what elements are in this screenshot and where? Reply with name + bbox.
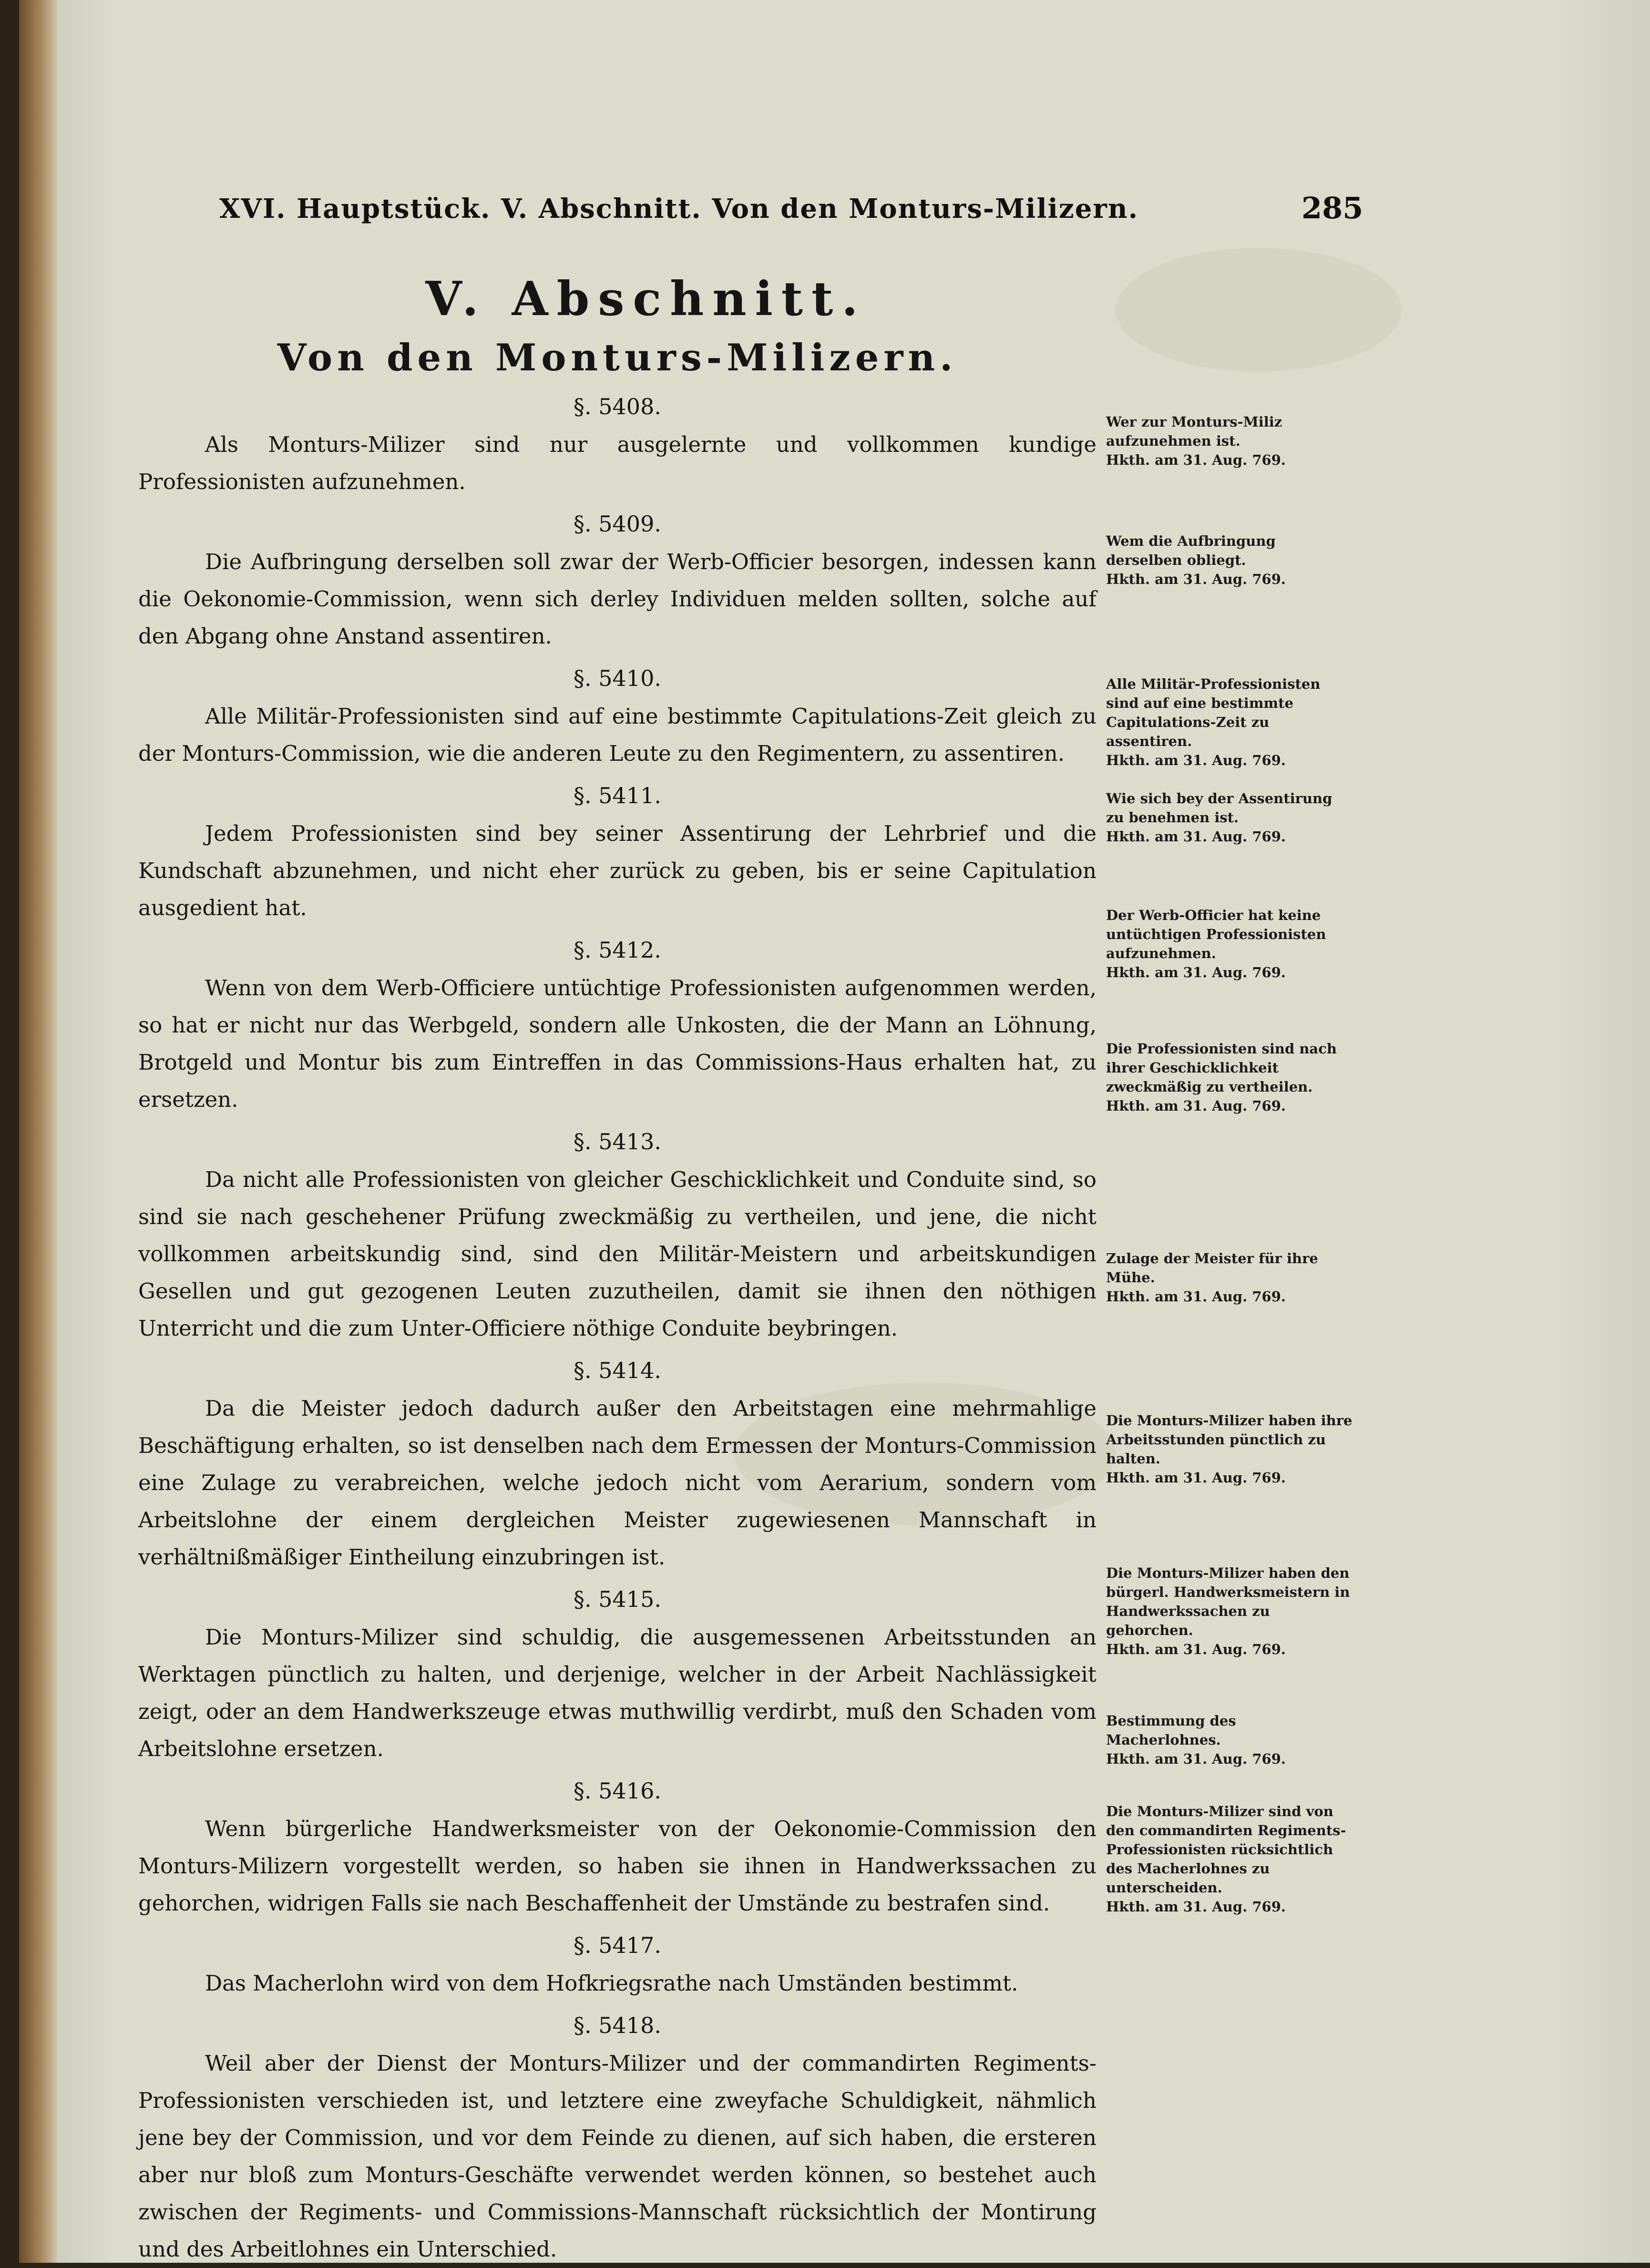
paragraph-text: Das Macherlohn wird von dem Hofkriegsrathe nach Umständen bestimmt. xyxy=(205,1971,1018,1996)
margin-note xyxy=(1106,531,1354,589)
paper-stain xyxy=(1116,248,1402,372)
running-header: XVI. Hauptstück. V. Abschnitt. Von den Monturs-Milizern. xyxy=(219,193,1139,225)
margin-note-source: Hkth. am 31. Aug. 769. xyxy=(1106,1288,1286,1305)
margin-note-source: Hkth. am 31. Aug. 769. xyxy=(1106,828,1286,845)
margin-note-text: Die Monturs-Milizer haben den bürgerl. Handwerksmeistern in Handwerkssachen zu gehorchen. xyxy=(1106,1565,1350,1638)
margin-note-text: Bestimmung des Macherlohnes. xyxy=(1106,1713,1236,1748)
margin-note-text: Alle Militär-Professionisten sind auf eine bestimmte Capitulations-Zeit zu assentiren. xyxy=(1106,676,1321,749)
paragraph-text: Alle Militär-Professionisten sind auf eine bestimmte Capitulations-Zeit gleich zu der Monturs-Commission, wie die anderen Leute zu den Regimentern, zu assentiren. xyxy=(138,704,1097,766)
paragraph-text: Wenn bürgerliche Handwerksmeister von der Oekonomie-Commission den Monturs-Milizern vorgestellt werden, so haben sie ihnen in Handwerkssachen zu gehorchen, widrigen Falls sie nach Beschaffenheit der Umstände zu bestrafen sind. xyxy=(138,1816,1097,1916)
paragraph-block xyxy=(138,511,1097,655)
paragraph-block xyxy=(138,783,1097,927)
margin-note xyxy=(1106,1711,1354,1768)
margin-note-text: Zulage der Meister für ihre Mühe. xyxy=(1106,1250,1318,1286)
margin-note-text: Die Monturs-Milizer sind von den commandirten Regiments-Professionisten rücksichtlich des Macherlohnes zu unterscheiden. xyxy=(1106,1803,1346,1896)
page-number: 285 xyxy=(1302,191,1363,225)
paragraph-block xyxy=(138,2013,1097,2268)
paragraph-text: Wenn von dem Werb-Officiere untüchtige Professionisten aufgenommen werden, so hat er nicht nur das Werbgeld, sondern alle Unkosten, die der Mann an Löhnung, Brotgeld und Montur bis zum Eintreffen in das Commissions-Haus erhalten hat, zu ersetzen. xyxy=(138,975,1097,1112)
paragraph-number: §. 5411. xyxy=(574,783,661,808)
margin-note-text: Die Monturs-Milizer haben ihre Arbeitsstunden pünctlich zu halten. xyxy=(1106,1412,1353,1467)
margin-note-text: Der Werb-Officier hat keine untüchtigen Professionisten aufzunehmen. xyxy=(1106,907,1326,961)
book-page xyxy=(19,0,1650,2263)
paragraph-number: §. 5417. xyxy=(574,1932,661,1958)
margin-note xyxy=(1106,1802,1354,1916)
paragraph-block xyxy=(138,1586,1097,1767)
margin-note xyxy=(1106,1249,1354,1306)
margin-note xyxy=(1106,906,1354,982)
paragraph-number: §. 5409. xyxy=(574,511,661,537)
paragraph-text: Als Monturs-Milizer sind nur ausgelernte und vollkommen kundige Professionisten aufzunehmen. xyxy=(138,432,1097,494)
paragraph-text: Die Monturs-Milizer sind schuldig, die ausgemessenen Arbeitsstunden an Werktagen pünctlich zu halten, und derjenige, welcher in der Arbeit Nachlässigkeit zeigt, oder an dem Handwerkszeuge etwas muthwillig verdirbt, muß den Schaden vom Arbeitslohne ersetzen. xyxy=(138,1624,1097,1761)
margin-note xyxy=(1106,1039,1354,1115)
paragraph-block xyxy=(138,1358,1097,1576)
margin-note-source: Hkth. am 31. Aug. 769. xyxy=(1106,964,1286,981)
paragraph-block xyxy=(138,1778,1097,1922)
paragraph-text: Die Aufbringung derselben soll zwar der Werb-Officier besorgen, indessen kann die Oekonomie-Commission, wenn sich derley Individuen melden sollten, solche auf den Abgang ohne Anstand assentiren. xyxy=(138,549,1097,649)
margin-note xyxy=(1106,789,1354,846)
margin-note-text: Wie sich bey der Assentirung zu benehmen ist. xyxy=(1106,790,1332,826)
paragraph-block xyxy=(138,1932,1097,2002)
margin-note-source: Hkth. am 31. Aug. 769. xyxy=(1106,1098,1286,1114)
margin-note xyxy=(1106,1563,1354,1659)
margin-note-text: Wem die Aufbringung derselben obliegt. xyxy=(1106,533,1276,568)
margin-note-source: Hkth. am 31. Aug. 769. xyxy=(1106,452,1286,468)
margin-note xyxy=(1106,674,1354,770)
paragraph-number: §. 5408. xyxy=(574,394,661,419)
section-subtitle: Von den Monturs-Milizern. xyxy=(277,336,958,379)
paragraph-block xyxy=(138,937,1097,1118)
paragraph-block xyxy=(138,665,1097,772)
paragraph-number: §. 5418. xyxy=(574,2013,661,2038)
paragraph-block xyxy=(138,394,1097,501)
margin-note-source: Hkth. am 31. Aug. 769. xyxy=(1106,571,1286,587)
margin-note xyxy=(1106,1411,1354,1487)
page-binding xyxy=(19,0,57,2263)
paragraph-text: Weil aber der Dienst der Monturs-Milizer und der commandirten Regiments-Professionisten verschieden ist, und letztere eine zweyfache Schuldigkeit, nähmlich jene bey der Commission, und vor dem Feinde zu dienen, auf sich haben, die ersteren aber nur bloß zum Monturs-Geschäfte verwendet werden können, so bestehet auch zwischen der Regiments- und Commissions-Mannschaft rücksichtlich der Montirung und des Arbeitlohnes ein Unterschied. xyxy=(138,2051,1097,2262)
paragraph-number: §. 5410. xyxy=(574,665,661,691)
margin-note-source: Hkth. am 31. Aug. 769. xyxy=(1106,1470,1286,1486)
main-text-column xyxy=(138,272,1097,2268)
paragraph-number: §. 5416. xyxy=(574,1778,661,1804)
paragraph-number: §. 5412. xyxy=(574,937,661,963)
margin-note xyxy=(1106,412,1354,470)
margin-note-source: Hkth. am 31. Aug. 769. xyxy=(1106,752,1286,768)
margin-note-source: Hkth. am 31. Aug. 769. xyxy=(1106,1899,1286,1915)
margin-note-source: Hkth. am 31. Aug. 769. xyxy=(1106,1751,1286,1767)
margin-note-text: Wer zur Monturs-Miliz aufzunehmen ist. xyxy=(1106,414,1282,449)
paragraph-number: §. 5415. xyxy=(574,1586,661,1612)
section-title: V. Abschnitt. xyxy=(425,272,867,327)
paragraph-number: §. 5414. xyxy=(574,1358,661,1383)
paragraph-text: Da die Meister jedoch dadurch außer den Arbeitstagen eine mehrmahlige Beschäftigung erhalten, so ist denselben nach dem Ermessen der Monturs-Commission eine Zulage zu verabreichen, welche jedoch nicht vom Aerarium, sondern vom Arbeitslohne der einem dergleichen Meister zugewiesenen Mannschaft in verhältnißmäßiger Eintheilung einzubringen ist. xyxy=(138,1396,1097,1570)
paragraph-number: §. 5413. xyxy=(574,1129,661,1154)
margin-note-text: Die Professionisten sind nach ihrer Geschicklichkeit zweckmäßig zu vertheilen. xyxy=(1106,1041,1337,1095)
paragraph-text: Jedem Professionisten sind bey seiner Assentirung der Lehrbrief und die Kundschaft abzunehmen, und nicht eher zurück zu geben, bis er seine Capitulation ausgedient hat. xyxy=(138,821,1097,920)
paragraph-block xyxy=(138,1129,1097,1347)
paragraph-text: Da nicht alle Professionisten von gleicher Geschicklichkeit und Conduite sind, so sind sie nach geschehener Prüfung zweckmäßig zu vertheilen, und jene, die nicht vollkommen arbeitskundig sind, sind den Militär-Meistern und arbeitskundigen Gesellen und gut gezogenen Leuten zuzutheilen, damit sie ihnen den nöthigen Unterricht und die zum Unter-Officiere nöthige Conduite beybringen. xyxy=(138,1167,1097,1341)
margin-note-source: Hkth. am 31. Aug. 769. xyxy=(1106,1641,1286,1657)
